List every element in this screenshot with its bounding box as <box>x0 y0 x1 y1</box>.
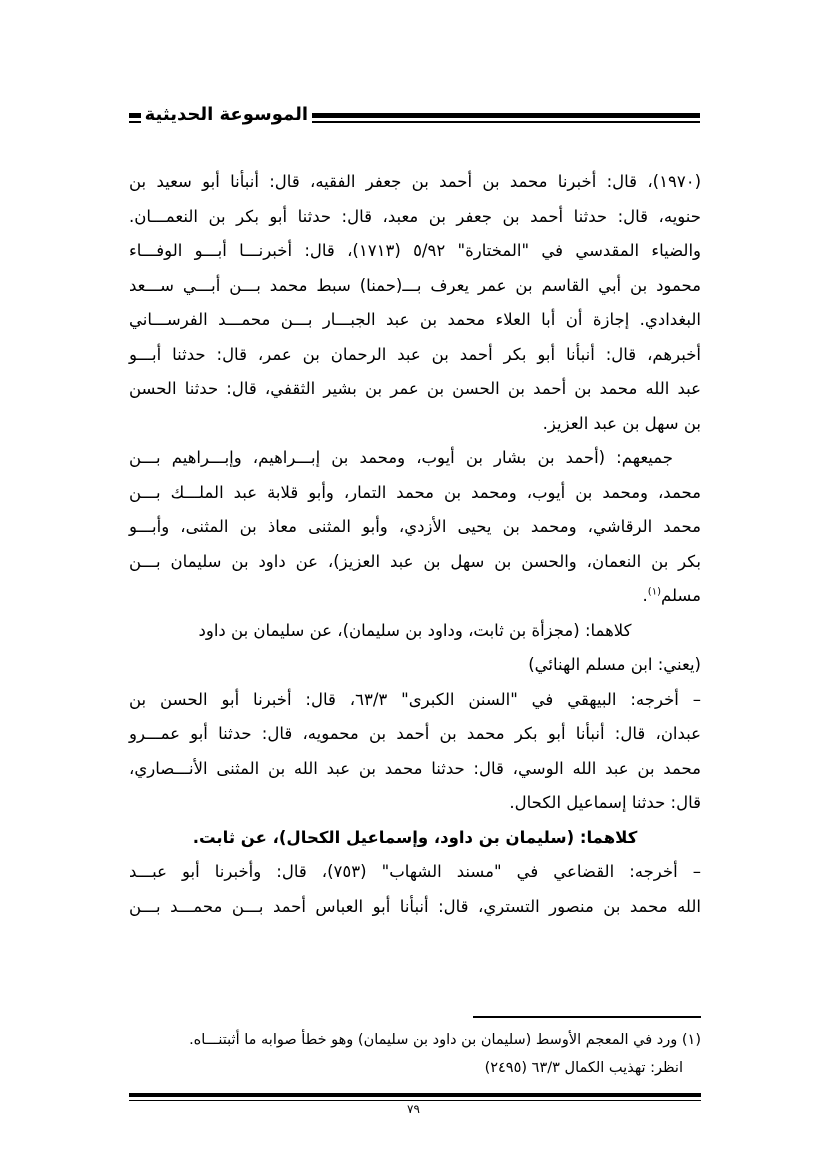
text-line: – أخرجه: القضاعي في "مسند الشهاب" (٧٥٣)، قال: وأخبرنا أبو عبـــد <box>129 862 701 881</box>
text-line-with-footnote: مسلم$^{(١)}$. <box>642 586 701 605</box>
text-line: محمود بن أبي القاسم بن عمر يعرف بـــ(حمنا) سبط محمد بـــن أبـــي ســـعد <box>129 275 701 295</box>
text-line: أخبرهم، قال: أنبأنا أبو بكر أحمد بن عبد الرحمان بن عمر، قال: حدثنا أبـــو <box>129 344 701 364</box>
text-line: بكر بن النعمان، والحسن بن سهل بن عبد العزيز)، عن داود بن سليمان بـــن <box>129 551 701 571</box>
header-title: الموسوعة الحديثية <box>141 104 312 125</box>
text-line: جميعهم: (أحمد بن بشار بن أيوب، ومحمد بن إبـــراهيم، وإبـــراهيم بـــن <box>129 448 673 467</box>
footnote-text: انظر: تهذيب الكمال ٦٣/٣ (٢٤٩٥) <box>484 1060 683 1076</box>
text-line: عبدان، قال: أنبأنا أبو بكر محمد بن أحمد بن محمويه، قال: حدثنا أبو عمـــرو <box>129 724 701 743</box>
page-number: ٧٩ <box>407 1102 420 1116</box>
text-line: بن سهل بن عبد العزيز. <box>542 413 701 433</box>
text-line: عبد الله محمد بن أحمد بن الحسن بن عمر بن بشير الثقفي، قال: حدثنا الحسن <box>129 379 701 398</box>
footnote-text: (١) ورد في المعجم الأوسط (سليمان بن داود بن سليمان) وهو خطأ صوابه ما أثبتنـــاه. <box>189 1032 701 1048</box>
text-line: والضياء المقدسي في "المختارة" ٥/٩٢ (١٧١٣)، قال: أخبرنـــا أبـــو الوفـــاء <box>129 241 701 260</box>
text-line: قال: حدثنا إسماعيل الكحال. <box>509 793 701 812</box>
text-line: كلاهما: (مجزأة بن ثابت، وداود بن سليمان)، عن سليمان بن داود <box>198 620 632 640</box>
text-line: حنويه، قال: حدثنا أحمد بن جعفر بن معبد، قال: حدثنا أبو بكر بن النعمـــان. <box>129 206 701 226</box>
text-line: الله محمد بن منصور التستري، قال: أنبأنا أبو العباس أحمد بـــن محمـــد بـــن <box>129 896 701 916</box>
text-line: (يعني: ابن مسلم الهنائي) <box>528 655 701 674</box>
text-line: محمد، ومحمد بن أيوب، ومحمد بن محمد التمار، وأبو قلابة عبد الملـــك بـــن <box>129 482 701 502</box>
footnote-separator <box>473 1016 701 1018</box>
text-line: – أخرجه: البيهقي في "السنن الكبرى" ٦٣/٣، قال: أخبرنا أبو الحسن بن <box>129 689 701 709</box>
footnotes <box>129 1026 701 1082</box>
body-text <box>129 165 701 924</box>
header-rule-right-thick <box>312 113 700 118</box>
footer-rule-thin <box>129 1100 701 1101</box>
header-rule-right-thin <box>312 121 700 123</box>
text-line: محمد الرقاشي، ومحمد بن يحيى الأزدي، وأبو المثنى معاذ بن المثنى، وأبـــو <box>129 517 701 536</box>
footer-rule-thick <box>129 1093 701 1097</box>
page-header <box>129 104 700 132</box>
text-span: مسلم <box>660 586 701 605</box>
text-line-bold: كلاهما: (سليمان بن داود، وإسماعيل الكحال)، عن ثابت. <box>192 827 638 847</box>
text-line: (١٩٧٠)، قال: أخبرنا محمد بن أحمد بن جعفر الفقيه، قال: أنبأنا أبو سعيد بن <box>129 172 701 191</box>
text-line: البغدادي. إجازة أن أبا العلاء محمد بن عبد الجبـــار بـــن محمـــد الفرســـاني <box>129 310 701 329</box>
text-line: محمد بن عبد الله الوسي، قال: حدثنا محمد بن عبد الله بن المثنى الأنـــصاري، <box>129 758 701 778</box>
footnote-reference[interactable]: (١) <box>647 586 661 598</box>
